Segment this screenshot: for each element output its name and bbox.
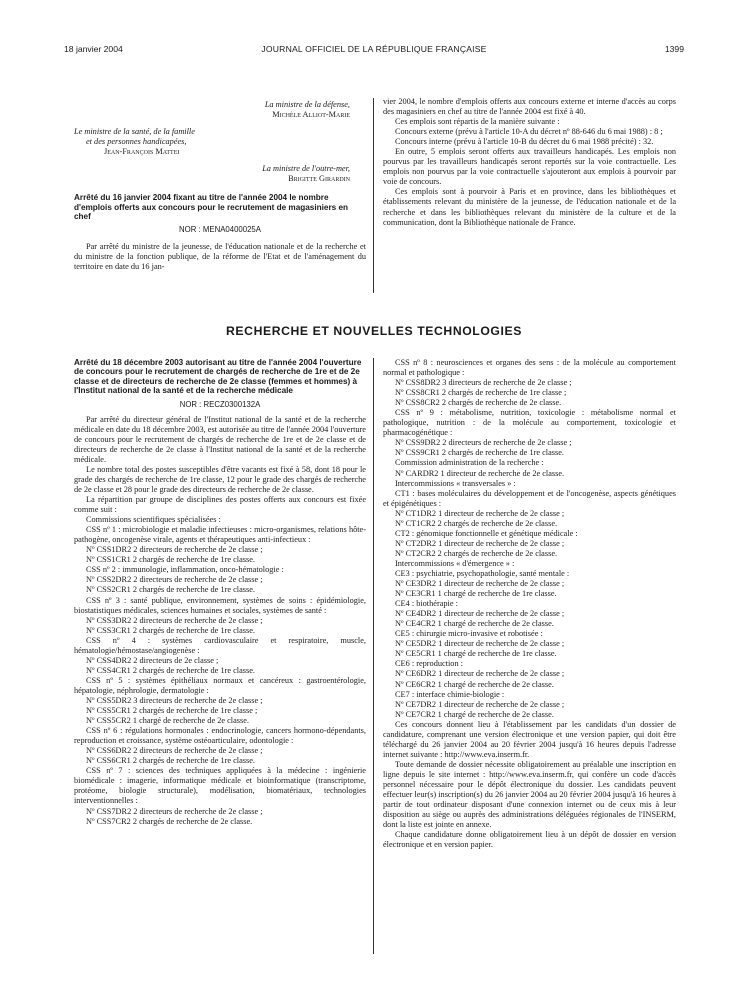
top-right-column (383, 97, 676, 228)
post-line: Nº CT2CR2 2 chargés de recherche de 2e classe. (395, 548, 558, 558)
commission-heading: CE6 : reproduction : (395, 659, 463, 669)
css-list (383, 358, 676, 720)
post-line: Nº CSS4DR2 2 directeurs de 2e classe ; (86, 655, 219, 665)
post-line: Nº CSS5CR2 1 chargé de recherche de 2e classe. (86, 716, 250, 726)
post-line: Nº CSS2CR1 2 chargés de recherche de 1re classe. (86, 585, 255, 595)
commission-heading: CT2 : génomique fonctionnelle et génétique médicale : (395, 528, 578, 538)
commission-heading: Commission administration de la recherche : (395, 458, 544, 468)
commission-heading: CSS nº 2 : immunologie, inflammation, onco-hématologie : (86, 565, 284, 575)
top-left-column (74, 100, 366, 272)
post-line: Nº CSS5CR1 2 chargés de recherche de 1re classe ; (86, 706, 258, 716)
nor-code: NOR : RECZ0300132A (179, 399, 261, 409)
post-line: Nº CARDR2 1 directeur de recherche de 2e classe. (395, 468, 565, 478)
signature-defense: La ministre de la défense, Michèle Alliot-Marie (264, 100, 350, 120)
post-line: Nº CSS3DR2 2 directeurs de recherche de 2e classe ; (86, 615, 263, 625)
paragraph: Ces concours donnent lieu à l'établissement par les candidats d'un dossier de candidature, comprenant une version électronique et une version papier, qui doit être téléchargé du 26 janvier 2004 au 20 février 2004 jusqu'à 16 heures depuis l'adresse internet suivante : http://www.eva.inserm.fr. (383, 719, 676, 759)
bottom-left-column (74, 358, 366, 827)
post-line: Nº CT1CR2 2 chargés de recherche de 2e classe. (395, 518, 558, 528)
commission-heading: Intercommissions « d'émergence » : (395, 558, 515, 568)
commission-heading: CSS nº 5 : systèmes épithéliaux normaux et cancéreux : gastroentérologie, hépatologie, néphrologie, dermatologie : (74, 675, 366, 695)
commission-heading: CSS nº 6 : régulations hormonales : endocrinologie, cancers hormono-dépendants, reproduction et croissance, système ostéoarticulaire, odontologie : (74, 726, 366, 746)
arrete-title-magasiniers: Arrêté du 16 janvier 2004 fixant au titre de l'année 2004 le nombre d'emplois offerts aux concours pour le recrutement de magasiniers en chef (74, 193, 349, 222)
running-header (64, 44, 684, 58)
post-line: Nº CE5DR2 1 directeur de recherche de 2e classe ; (395, 639, 565, 649)
paragraph: Chaque candidature donne obligatoirement lieu à un dépôt de dossier en version électronique et en version papier. (383, 830, 676, 850)
arrete-title-inserm: Arrêté du 18 décembre 2003 autorisant au titre de l'année 2004 l'ouverture de concours pour le recrutement de chargés de recherche de 1re et de 2e classe et de directeurs de recherche de 2e classe (femmes et hommes) à l'Institut national de la santé et de la recherche médicale (74, 358, 362, 396)
paragraph: En outre, 5 emplois seront offerts aux travailleurs handicapés. Les emplois non pourvus par les travailleurs handicapés seront reportés sur la voie contractuelle. Les emplois non pourvus par la voie contractuelle s'ajouteront aux emplois à pourvoir par voie de concours. (383, 147, 676, 187)
commission-heading: CE3 : psychiatrie, psychopathologie, santé mentale : (395, 568, 570, 578)
post-line: Nº CSS3CR1 2 chargés de recherche de 1re classe. (86, 625, 255, 635)
post-line: Nº CE7CR2 1 chargé de recherche de 2e classe. (395, 709, 554, 719)
post-line: Nº CSS2DR2 2 directeurs de recherche de 2e classe ; (86, 575, 263, 585)
commission-heading: CSS nº 9 : métabolisme, nutrition, toxicologie : métabolisme normal et pathologique, nutrition : de la molécule au comportement, toxicologie et pharmacogénétique : (383, 408, 676, 438)
post-line: Nº CE4CR2 1 chargé de recherche de 2e classe. (395, 619, 554, 629)
post-line: Nº CT1DR2 1 directeur de recherche de 2e classe ; (395, 508, 565, 518)
paragraph: Ces emplois sont répartis de la manière suivante : (395, 117, 560, 127)
column-divider-bottom (373, 358, 374, 954)
header-date: 18 janvier 2004 (64, 44, 123, 54)
commission-heading: CE5 : chirurgie micro-invasive et robotisée : (395, 629, 543, 639)
post-line: Nº CSS8CR2 2 chargés de recherche de 2e classe. (395, 398, 562, 408)
paragraph: Concours interne (prévu à l'article 10-B du décret du 6 mai 1988 précité) : 32. (395, 137, 654, 147)
commission-heading: CE4 : biothérapie : (395, 599, 458, 609)
post-line: Nº CT2DR2 1 directeur de recherche de 2e classe ; (395, 538, 565, 548)
post-line: Nº CE3CR1 1 chargé de recherche de 1re classe. (395, 589, 557, 599)
post-line: Nº CSS6DR2 2 directeurs de recherche de 2e classe ; (86, 746, 263, 756)
post-line: Nº CE4DR2 1 directeur de recherche de 2e classe ; (395, 609, 565, 619)
post-line: Nº CE6DR2 1 directeur de recherche de 2e classe ; (395, 669, 565, 679)
paragraph: Commissions scientifiques spécialisées : (86, 515, 221, 525)
post-line: Nº CE5CR1 1 chargé de recherche de 1re classe. (395, 649, 557, 659)
commission-heading: CSS nº 1 : microbiologie et maladie infectieuses : micro-organismes, relations hôte-pathogène, oncogenèse virale, agents et thérapeutiques anti-infectieux : (74, 525, 366, 545)
page-number: 1399 (664, 44, 684, 54)
journal-title: JOURNAL OFFICIEL DE LA RÉPUBLIQUE FRANÇAISE (261, 44, 487, 54)
post-line: Nº CSS6CR1 2 chargés de recherche de 1re classe. (86, 756, 255, 766)
post-line: Nº CSS8CR1 2 chargés de recherche de 1re classe ; (395, 388, 567, 398)
post-line: Nº CE3DR2 1 directeur de recherche de 2e classe ; (395, 579, 565, 589)
signature-outre-mer: La ministre de l'outre-mer, Brigitte Girardin (262, 164, 350, 184)
post-line: Nº CSS9DR2 2 directeurs de recherche de 2e classe ; (395, 438, 572, 448)
nor-code: NOR : MENA0400025A (179, 224, 261, 234)
post-line: Nº CSS1DR2 2 directeurs de recherche de 2e classe ; (86, 545, 263, 555)
commission-heading: CE7 : interface chimie-biologie : (395, 689, 505, 699)
paragraph: vier 2004, le nombre d'emplois offerts aux concours externe et interne d'accès au corps des magasiniers en chef au titre de l'année 2004 est fixé à 40. (383, 97, 676, 117)
bottom-right-column (383, 358, 676, 850)
post-line: Nº CSS8DR2 3 directeurs de recherche de 2e classe ; (395, 378, 572, 388)
paragraph: Concours externe (prévu à l'article 10-A du décret nº 88-646 du 6 mai 1988) : 8 ; (395, 127, 663, 137)
commission-heading: CT1 : bases moléculaires du développement et de l'oncogenèse, aspects génétiques et épigénétiques : (383, 488, 676, 508)
paragraph: Par arrêté du directeur général de l'Institut national de la santé et de la recherche médicale en date du 18 décembre 2003, est autorisée au titre de l'année 2004 l'ouverture de concours pour le recrutement de chargés de recherche de 1re et de 2e classe et de directeurs de recherche de 2e classe à l'Institut national de la santé et de la recherche médicale. (74, 414, 366, 464)
signature-sante: Le ministre de la santé, de la famille et des personnes handicapées, Jean-François Mattei (74, 127, 195, 157)
post-line: Nº CE6CR2 1 chargé de recherche de 2e classe. (395, 679, 554, 689)
commission-heading: Intercommissions « transversales » : (395, 478, 516, 488)
post-line: Nº CSS4CR1 2 chargés de recherche de 1re classe. (86, 665, 255, 675)
paragraph: Toute demande de dossier nécessite obligatoirement au préalable une inscription en ligne depuis le site internet : http://www.eva.inserm.fr, qui confère un code d'accès personnel nécessaire pour le dépôt électronique du dossier. Les candidats peuvent effectuer leur(s) inscription(s) du 26 janvier 2004 au 20 février 2004 jusqu'à 16 heures à partir de tout ordinateur disposant d'une connexion internet ou de ceux mis à leur disposition au siège ou auprès des administrations déléguées régionales de l'INSERM, dont la liste est jointe en annexe. (383, 759, 676, 830)
post-line: Nº CSS5DR2 3 directeurs de recherche de 2e classe ; (86, 695, 263, 705)
paragraph: Ces emplois sont à pourvoir à Paris et en province, dans les bibliothèques et établissements relevant du ministère de la jeunesse, de l'éducation nationale et de la recherche et dans les bibliothèques relevant du ministère de la culture et de la communication, dont la Bibliothèque nationale de France. (383, 187, 676, 227)
arrete-body: Par arrêté du ministre de la jeunesse, de l'éducation nationale et de la recherche et du ministre de la fonction publique, de la réforme de l'Etat et de l'aménagement du territoire en date du 16 jan- (74, 241, 366, 271)
commission-heading: CSS nº 3 : santé publique, environnement, systèmes de soins : épidémiologie, biostatistiques médicales, sciences humaines et sociales, systèmes de santé : (74, 595, 366, 615)
post-line: Nº CSS1CR1 2 chargés de recherche de 1re classe. (86, 555, 255, 565)
commission-heading: CSS nº 7 : sciences des techniques appliquées à la médecine : ingénierie biomédicale : imagerie, informatique médicale et bioinformatique (transcriptome, protéome, biologie structurale), modélisation, biomatériaux, technologies interventionnelles : (74, 766, 366, 806)
commission-heading: CSS nº 8 : neurosciences et organes des sens : de la molécule au comportement normal et pathologique : (383, 358, 676, 378)
commission-heading: CSS nº 4 : systèmes cardiovasculaire et respiratoire, muscle, hématologie/hémostase/angiogenèse : (74, 635, 366, 655)
post-line: Nº CSS7CR2 2 chargés de recherche de 2e classe. (86, 816, 253, 826)
paragraph: Le nombre total des postes susceptibles d'être vacants est fixé à 58, dont 18 pour le grade des chargés de recherche de 1re classe, 12 pour le grade des chargés de recherche de 2e classe et 28 pour le grade des directeurs de recherche de 2e classe. (74, 464, 366, 494)
post-line: Nº CSS9CR1 2 chargés de recherche de 1re classe. (395, 448, 564, 458)
css-list (74, 525, 366, 826)
column-divider-top (373, 98, 374, 293)
post-line: Nº CE7DR2 1 directeur de recherche de 2e classe ; (395, 699, 565, 709)
paragraph: La répartition par groupe de disciplines des postes offerts aux concours est fixée comme suit : (74, 495, 366, 515)
post-line: Nº CSS7DR2 2 directeurs de recherche de 2e classe ; (86, 806, 263, 816)
section-title: RECHERCHE ET NOUVELLES TECHNOLOGIES (226, 324, 522, 338)
